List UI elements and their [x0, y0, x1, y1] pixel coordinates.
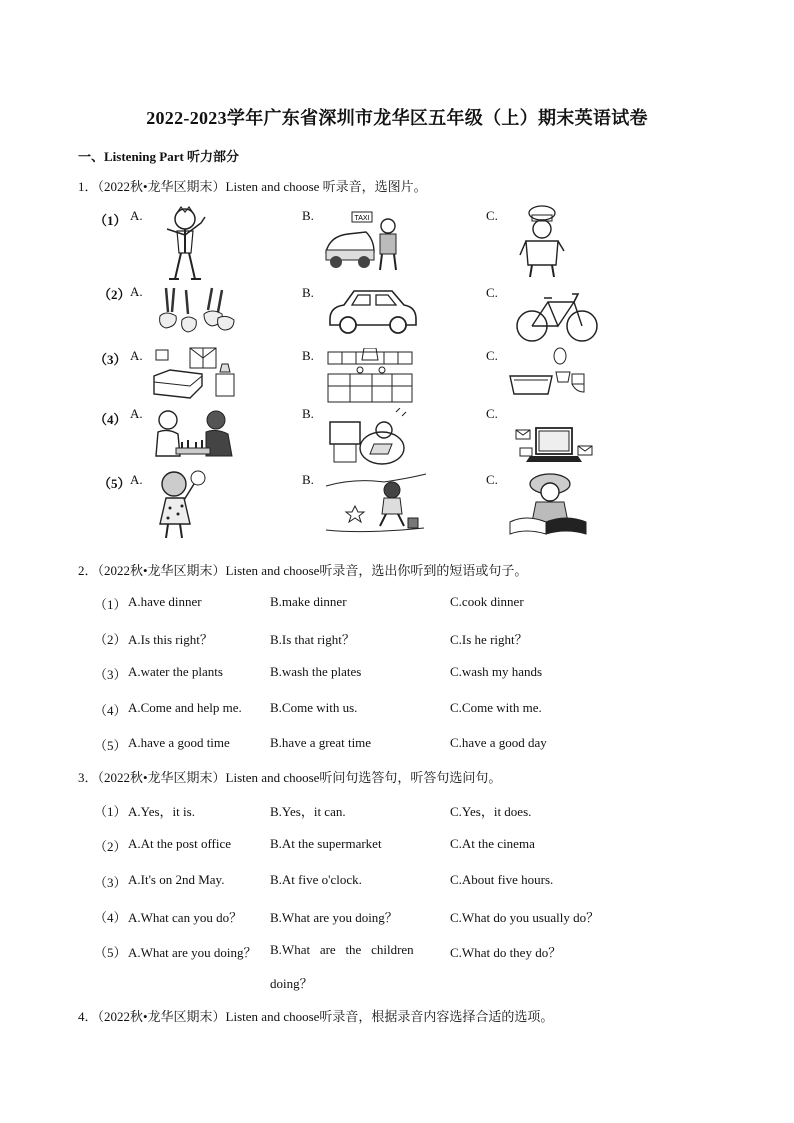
q1-row1-a-label: A. [130, 208, 143, 223]
q3-row2-b: B.At the supermarket [270, 836, 382, 851]
q2-row2-c: C.Is he right？ [450, 632, 528, 647]
q3-row1-num: （1） [94, 804, 127, 819]
q1-row3-a-label: A. [130, 348, 143, 363]
q3-row4-c: C.What do you usually do？ [450, 910, 600, 925]
q2-row5-b: B.have a great time [270, 735, 372, 750]
q2-row1-a: A.have dinner [128, 594, 202, 609]
q3-row4-b: B.What are you doing？ [270, 910, 398, 925]
question-4-stem: 4．（2022秋•龙华区期末）Listen and choose听录音，根据录音内容选择合适的选项。 [78, 1009, 554, 1024]
taxi-sign: TAXI [354, 215, 370, 222]
computer-email-picture [514, 424, 594, 468]
kitchen-picture [326, 348, 414, 404]
q3-row1-a: A.Yes，it is. [128, 804, 195, 819]
q3-row4-num: （4） [94, 910, 127, 925]
q1-row1-c-label: C. [486, 208, 498, 223]
q1-row4-c-label: C. [486, 406, 498, 421]
beach-boy-picture [324, 472, 428, 536]
bedroom-picture [150, 346, 238, 402]
q2-row4-a: A.Come and help me. [128, 700, 242, 715]
q1-row1-num: （1） [94, 213, 127, 228]
q1-row2-a-label: A. [130, 284, 143, 299]
q2-row2-a: A.Is this right？ [128, 632, 213, 647]
girl-with-shell-picture [150, 468, 210, 542]
q3-row2-a: A.At the post office [128, 836, 232, 851]
q2-row1-num: （1） [94, 597, 127, 612]
q3-row5-b: B.What are the children [270, 942, 414, 957]
q3-row5-num: （5） [94, 945, 127, 960]
q1-row2-c-label: C. [486, 285, 498, 300]
q2-row3-a: A.water the plants [128, 664, 223, 679]
chess-players-picture [150, 406, 238, 468]
q2-row4-b: B.Come with us. [270, 700, 358, 715]
q2-row5-c: C.have a good day [450, 735, 547, 750]
q2-row5-num: （5） [94, 738, 127, 753]
bicycle-picture [512, 288, 602, 344]
q1-row4-b-label: B. [302, 406, 314, 421]
question-3-stem: 3．（2022秋•龙华区期末）Listen and choose听问句选答句，听答句选问句。 [78, 770, 502, 785]
q2-row3-b: B.wash the plates [270, 664, 362, 679]
question-1-stem: 1．（2022秋•龙华区期末）Listen and choose 听录音，选图片。 [78, 179, 427, 194]
taxi-driver-picture [322, 210, 408, 272]
q2-row1-c: C.cook dinner [450, 594, 524, 609]
q3-row3-c: C.About five hours. [450, 872, 554, 887]
watching-tv-picture [326, 408, 410, 468]
q2-row3-num: （3） [94, 667, 127, 682]
bathroom-picture [508, 346, 588, 398]
q3-row2-num: （2） [94, 839, 127, 854]
q1-row5-c-label: C. [486, 472, 498, 487]
cook-picture [512, 205, 572, 279]
walking-feet-picture [152, 286, 238, 338]
q2-row5-a: A.have a good time [128, 735, 230, 750]
q2-row2-num: （2） [94, 632, 127, 647]
q3-row5-c: C.What do they do？ [450, 945, 562, 960]
q1-row3-c-label: C. [486, 348, 498, 363]
q1-row5-a-label: A. [130, 472, 143, 487]
q1-row4-a-label: A. [130, 406, 143, 421]
q1-row2-num: （2） [98, 287, 131, 302]
question-2-stem: 2．（2022秋•龙华区期末）Listen and choose听录音，选出你听到的短语或句子。 [78, 563, 528, 578]
q3-row1-b: B.Yes，it can. [270, 804, 346, 819]
page-title: 2022-2023学年广东省深圳市龙华区五年级（上）期末英语试卷 [146, 108, 648, 128]
q1-row4-num: （4） [94, 412, 127, 427]
q2-row2-b: B.Is that right？ [270, 632, 355, 647]
q1-row5-num: （5） [98, 476, 131, 491]
q3-row4-a: A.What can you do？ [128, 910, 243, 925]
q3-row2-c: C.At the cinema [450, 836, 535, 851]
q1-row3-b-label: B. [302, 348, 314, 363]
q1-row1-b-label: B. [302, 208, 314, 223]
girl-with-books-picture [506, 472, 592, 538]
q3-row5-a: A.What are you doing？ [128, 945, 257, 960]
q3-row3-num: （3） [94, 875, 127, 890]
q1-row3-num: （3） [94, 352, 127, 367]
q2-row1-b: B.make dinner [270, 594, 347, 609]
q1-row2-b-label: B. [302, 285, 314, 300]
q3-row3-b: B.At five o'clock. [270, 872, 362, 887]
q3-row3-a: A.It's on 2nd May. [128, 872, 225, 887]
q1-row5-b-label: B. [302, 472, 314, 487]
q2-row3-c: C.wash my hands [450, 664, 543, 679]
q2-row4-c: C.Come with me. [450, 700, 542, 715]
q3-row5-b-continued: doing？ [270, 976, 313, 991]
q3-row1-c: C.Yes，it does. [450, 804, 532, 819]
car-picture [324, 285, 420, 337]
section-heading: 一、Listening Part 听力部分 [78, 149, 240, 164]
q2-row4-num: （4） [94, 703, 127, 718]
singing-boy-picture [155, 205, 215, 281]
